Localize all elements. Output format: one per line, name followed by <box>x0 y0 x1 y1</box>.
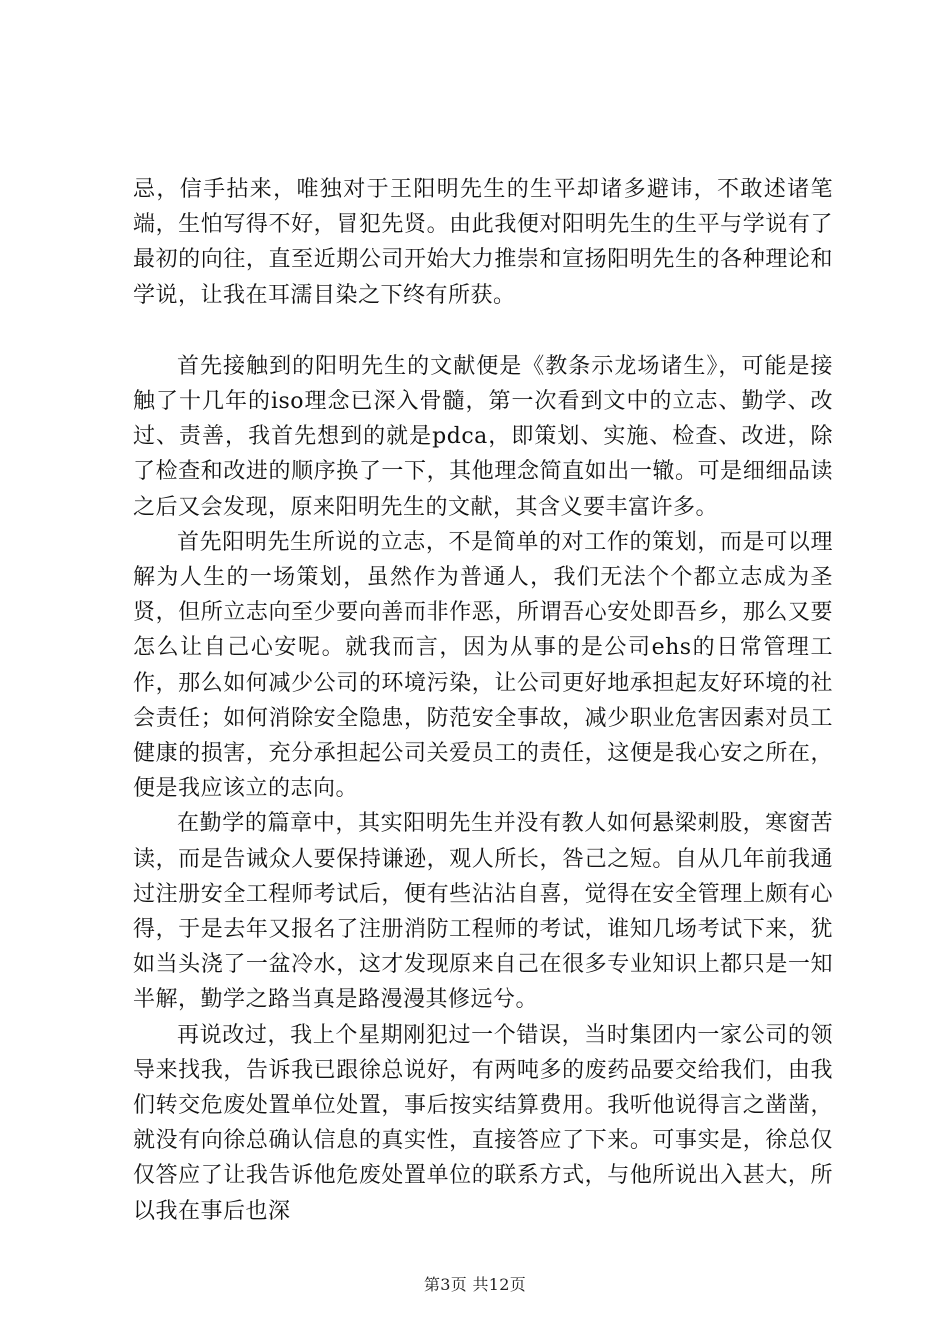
paragraph-3: 首先阳明先生所说的立志，不是简单的对工作的策划，而是可以理解为人生的一场策划，虽然作为普通人，我们无法个个都立志成为圣贤，但所立志向至少要向善而非作恶，所谓吾心安处即吾乡，那么又要怎么让自己心安呢。就我而言，因为从事的是公司ehs的日常管理工作，那么如何减少公司的环境污染，让公司更好地承担起友好环境的社会责任；如何消除安全隐患，防范安全事故，减少职业危害因素对员工健康的损害，充分承担起公司关爱员工的责任，这便是我心安之所在，便是我应该立的志向。 <box>133 529 833 802</box>
paragraph-1: 忌，信手拈来，唯独对于王阳明先生的生平却诸多避讳，不敢述诸笔端，生怕写得不好，冒犯先贤。由此我便对阳明先生的生平与学说有了最初的向往，直至近期公司开始大力推崇和宣扬阳明先生的各种理论和学说，让我在耳濡目染之下终有所获。 <box>133 177 833 308</box>
body-text <box>133 172 833 1229</box>
paragraph-4: 在勤学的篇章中，其实阳明先生并没有教人如何悬梁刺股，寒窗苦读，而是告诫众人要保持谦逊，观人所长，咎己之短。自从几年前我通过注册安全工程师考试后，便有些沾沾自喜，觉得在安全管理上颇有心得，于是去年又报名了注册消防工程师的考试，谁知几场考试下来，犹如当头浇了一盆冷水，这才发现原来自己在很多专业知识上都只是一知半解，勤学之路当真是路漫漫其修远兮。 <box>133 811 833 1013</box>
page-number-footer: 第3页 共12页 <box>423 1275 527 1294</box>
paragraph-2: 首先接触到的阳明先生的文献便是《教条示龙场诸生》，可能是接触了十几年的iso理念已深入骨髓，第一次看到文中的立志、勤学、改过、责善，我首先想到的就是pdca，即策划、实施、检查、改进，除了检查和改进的顺序换了一下，其他理念简直如出一辙。可是细细品读之后又会发现，原来阳明先生的文献，其含义要丰富许多。 <box>133 353 833 520</box>
paragraph-5: 再说改过，我上个星期刚犯过一个错误，当时集团内一家公司的领导来找我，告诉我已跟徐总说好，有两吨多的废药品要交给我们，由我们转交危废处置单位处置，事后按实结算费用。我听他说得言之凿凿，就没有向徐总确认信息的真实性，直接答应了下来。可事实是，徐总仅仅答应了让我告诉他危废处置单位的联系方式，与他所说出入甚大，所以我在事后也深 <box>133 1022 833 1224</box>
paragraph-gap <box>133 313 833 349</box>
